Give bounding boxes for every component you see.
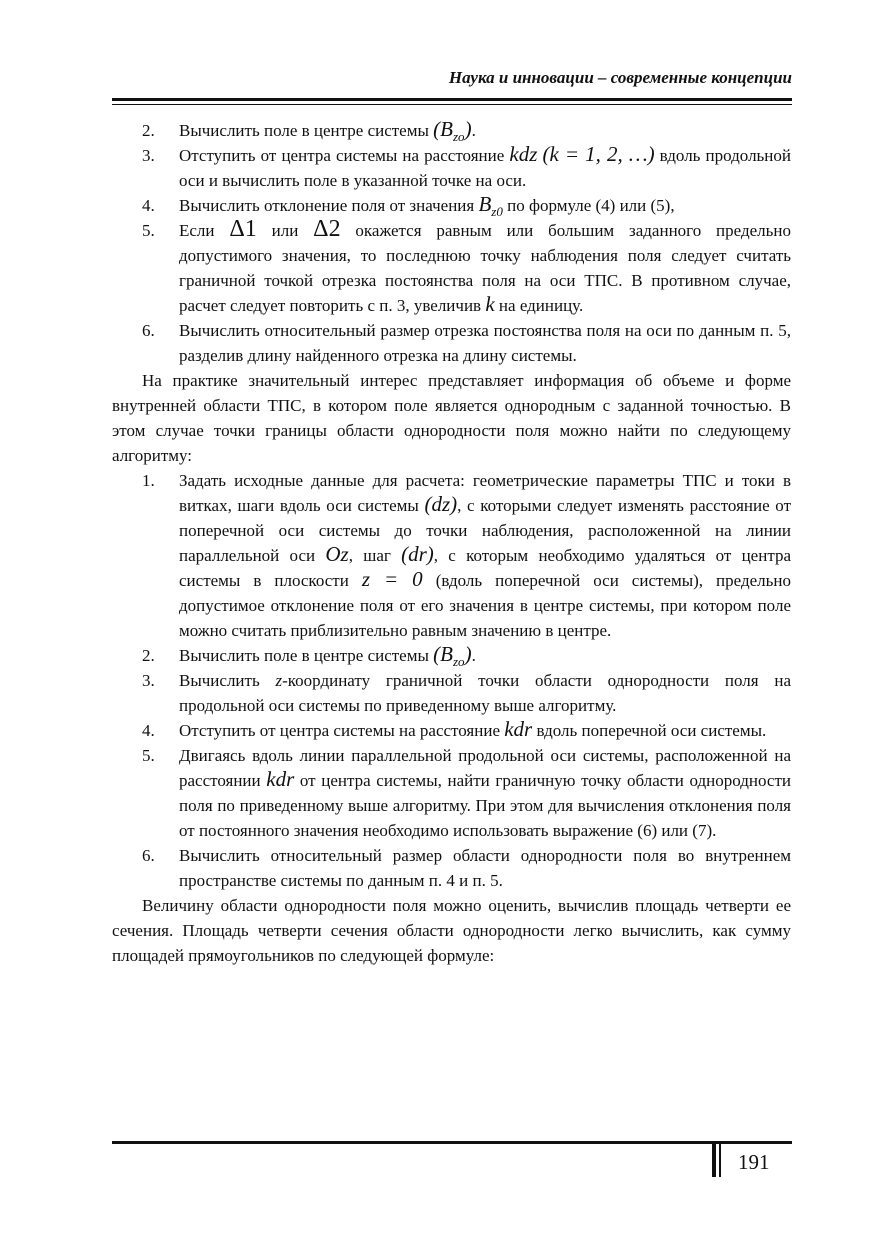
formula: kdr [266, 767, 295, 791]
list-item: 6. Вычислить относительный размер отрезка постоянства поля на оси по данным п. 5, разделив длину найденного отрезка на длину системы. [112, 318, 791, 368]
formula: (k = 1, 2, …) [542, 142, 655, 166]
page-body [112, 118, 791, 968]
list-item-number: 3. [142, 146, 155, 165]
formula: z = 0 [361, 567, 423, 591]
formula: (dz) [424, 492, 458, 516]
list-item-number: 6. [142, 321, 155, 340]
list-item: 2. Вычислить поле в центре системы $(B_{zo})$. [142, 117, 476, 144]
formula: k [485, 292, 495, 316]
list-item-number: 4. [142, 721, 155, 740]
formula: $B_{z0}$ [478, 192, 503, 219]
list-item: 5. Если Δ1 или Δ2 окажется равным или большим заданного предельно допустимого значения, то последнюю точку наблюдения поля следует считать граничной точкой отрезка постоянства поля на оси ТПС. В противном случае, расчет следует повторить с п. 3, увеличив k на единицу. [142, 216, 792, 316]
header-rule-thin [112, 104, 792, 105]
formula: Δ1 [229, 216, 257, 242]
footer-bar [712, 1141, 716, 1177]
paragraph: Величину области однородности поля можно оценить, вычислив площадь четверти ее сечения. Площадь четверти сечения области однородности легко вычислить, как сумму площадей прямоугольников по следующей формуле: [112, 896, 791, 965]
list-item-number: 5. [142, 221, 155, 240]
footer-bar [719, 1141, 721, 1177]
list-item: 3. Отступить от центра системы на расстояние kdz (k = 1, 2, …) вдоль продольной оси и вычислить поле в указанной точке на оси. [142, 142, 792, 190]
formula: $(B_{zo})$ [433, 117, 472, 144]
page-number: 191 [738, 1150, 770, 1174]
formula: kdz [509, 142, 538, 166]
formula: kdr [504, 717, 533, 741]
header-rule-thick [112, 98, 792, 101]
list-item: 4. Отступить от центра системы на расстояние kdr вдоль поперечной оси системы. [142, 717, 767, 741]
list-item-number: 3. [142, 671, 155, 690]
formula: Oz [325, 542, 349, 566]
list-item: 4. Вычислить отклонение поля от значения $B_{z0}$ по формуле (4) или (5), [142, 192, 675, 219]
list-item-number: 1. [142, 471, 155, 490]
list-item: 6. Вычислить относительный размер области однородности поля во внутреннем пространстве системы по данным п. 4 и п. 5. [112, 843, 791, 893]
list-item-number: 2. [142, 646, 155, 665]
formula: Δ2 [313, 216, 341, 242]
list-item: 3. Вычислить z-координату граничной точки области однородности поля на продольной оси системы по приведенному выше алгоритму. [112, 668, 791, 718]
list-item-number: 2. [142, 121, 155, 140]
list-item: 1. Задать исходные данные для расчета: геометрические параметры ТПС и токи в витках, шаги вдоль оси системы (dz), с которыми следует изменять расстояние от поперечной оси системы до точки наблюдения, расположенной на линии параллельной оси Oz, шаг (dr), с которым необходимо удаляться от центра системы в плоскости z = 0 (вдоль поперечной оси системы), предельно допустимое отклонение поля от его значения в центре системы, при котором поле можно считать приблизительно равным значению в центре. [112, 468, 791, 643]
list-item: 5. Двигаясь вдоль линии параллельной продольной оси системы, расположенной на расстоянии kdr от центра системы, найти граничную точку области однородности поля по приведенному выше алгоритму. При этом для вычисления отклонения поля от постоянного значения необходимо использовать выражение (6) или (7). [112, 743, 791, 843]
formula: (dr) [401, 542, 434, 566]
list-item: 2. Вычислить поле в центре системы $(B_{zo})$. [142, 642, 476, 669]
footer-rule [112, 1141, 792, 1144]
list-item-number: 4. [142, 196, 155, 215]
running-head: Наука и инновации – современные концепции [448, 68, 792, 87]
list-item-number: 6. [142, 846, 155, 865]
formula: $(B_{zo})$ [433, 642, 472, 669]
list-item-number: 5. [142, 746, 155, 765]
paragraph: На практике значительный интерес представляет информация об объеме и форме внутренней области ТПС, в котором поле является однородным с заданной точностью. В этом случае точки границы области однородности поля можно найти по следующему алгоритму: [112, 371, 791, 465]
formula: z [275, 671, 283, 690]
